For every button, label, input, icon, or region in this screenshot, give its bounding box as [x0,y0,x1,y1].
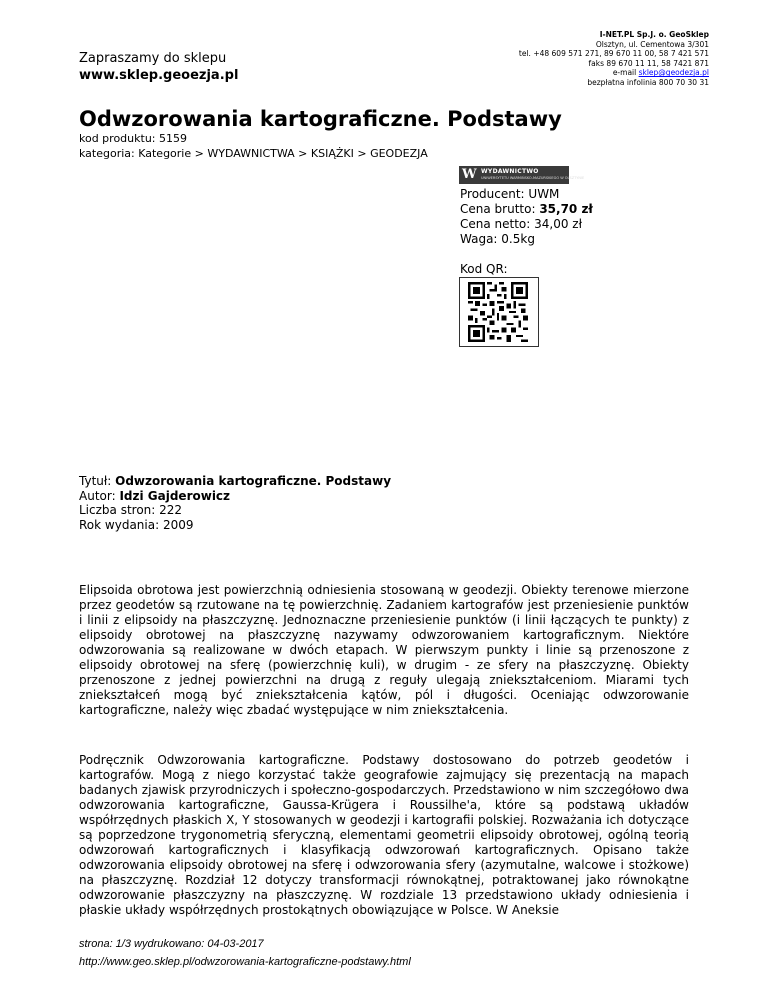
footer-url: http://www.geo.sklep.pl/odwzorowania-kartograficzne-podstawy.html [79,956,411,968]
book-title-line [79,474,391,489]
footer-page-info: strona: 1/3 wydrukowano: 04-03-2017 [79,938,264,950]
store-invite [79,50,238,84]
qr-label: Kod QR: [460,262,508,276]
company-phone: tel. +48 609 571 271, 89 670 11 00, 58 7 421 571 [518,49,709,59]
invite-text: Zapraszamy do sklepu [79,51,227,66]
book-title-label: Tytuł: [79,474,116,488]
publisher-logo-mark: W [462,167,477,182]
weight: Waga: 0.5kg [460,232,535,246]
email-prefix: e-mail [612,68,639,78]
store-url[interactable]: www.sklep.geoezja.pl [79,68,239,83]
print-footer [79,935,411,971]
product-code: kod produktu: 5159 [79,132,187,145]
company-info [409,30,709,88]
price-gross: 35,70 zł [539,202,593,216]
product-category: kategoria: Kategorie > WYDAWNICTWA > KSIĄŻKI > GEODEZJA [79,147,428,160]
price-gross-label: Cena brutto: [460,202,540,216]
company-infoline: bezpłatna infolinia 800 70 30 31 [587,77,709,87]
book-year: Rok wydania: 2009 [79,517,194,532]
publisher-logo-subtitle: UNIWERSYTETU WARMIŃSKO-MAZURSKIEGO W OLSZTYNIE [481,176,585,180]
description-paragraph-1: Elipsoida obrotowa jest powierzchnią odniesienia stosowaną w geodezji. Obiekty terenowe mierzone przez geodetów są rzutowane na tę powierzchnię. Zadaniem kartografów jest przeniesienie punktów i linii z elipsoidy na płaszczyznę. Jednoznaczne przeniesienie punktów (i linii łączących te punkty) z elipsoidy obrotowej na płaszczyznę nazywamy odwzorowaniem kartograficznym. Niektóre odwzorowania są realizowane w dwóch etapach. W pierwszym punkty i linie są przenoszone z elipsoidy obrotowej na sferę (powierzchnię kuli), w drugim - ze sfery na płaszczyznę. Obiekty przenoszone z jednej powierzchni na drugą z reguły ulegają zniekształceniom. Miarami tych zniekształceń mogą być zniekształcenia kątów, pól i długości. Oceniając odwzorowanie kartograficzne, należy więc zbadać występujące w nim zniekształcenia. [79,583,689,717]
product-meta [79,131,428,161]
company-fax: faks 89 670 11 11, 58 7421 871 [588,58,709,68]
email-link[interactable]: sklep@geodezja.pl [638,68,709,78]
book-author-line [79,489,391,504]
product-info [460,187,593,247]
qr-code [459,277,539,347]
book-pages: Liczba stron: 222 [79,503,183,517]
company-name: I-NET.PL Sp.J. o. GeoSklep [599,30,709,39]
publisher-logo [459,166,585,184]
book-author-label: Autor: [79,488,120,503]
price-gross-line [460,202,593,217]
book-author: Idzi Gajderowicz [119,488,231,503]
page-title: Odwzorowania kartograficzne. Podstawy [79,107,562,131]
description-paragraph-2: Podręcznik Odwzorowania kartograficzne. Podstawy dostosowano do potrzeb geodetów i kartografów. Mogą z niego korzystać także geografowie zajmujący się prezentacją na mapach badanych zjawisk przyrodniczych i społeczno-gospodarczych. Przedstawiono w nim szczegółowo dwa odwzorowania kartograficzne, Gaussa-Krügera i Roussilhe'a, które są podstawą układów współrzędnych płaskich X, Y stosowanych w geodezji i kartografii polskiej. Rozważania ich dotyczące są poprzedzone trygonometrią sferyczną, elementami geometrii elipsoidy obrotowej, ogólną teorią odwzorowań kartograficznych i klasyfikacją odwzorowań kartograficznych. Opisano także odwzorowania elipsoidy obrotowej na sferę i odwzorowania sfery (azymutalne, walcowe i stożkowe) na płaszczyznę. Rozdział 12 dotyczy transformacji równokątnej, potraktowanej jako równokątne odwzorowanie płaszczyzny na płaszczyznę. W rozdziale 13 przedstawiono układy odniesienia i płaskie układy współrzędnych prostokątnych obowiązujące w Polsce. W Aneksie [79,753,689,917]
qr-code-icon [468,282,528,342]
company-address: Olsztyn, ul. Cementowa 3/301 [595,39,709,49]
company-email-line [409,68,709,78]
book-details [79,474,391,532]
producer: Producent: UWM [460,187,560,201]
publisher-logo-title: WYDAWNICTWO [481,168,539,175]
price-net: Cena netto: 34,00 zł [460,217,583,231]
book-title: Odwzorowania kartograficzne. Podstawy [115,474,392,488]
